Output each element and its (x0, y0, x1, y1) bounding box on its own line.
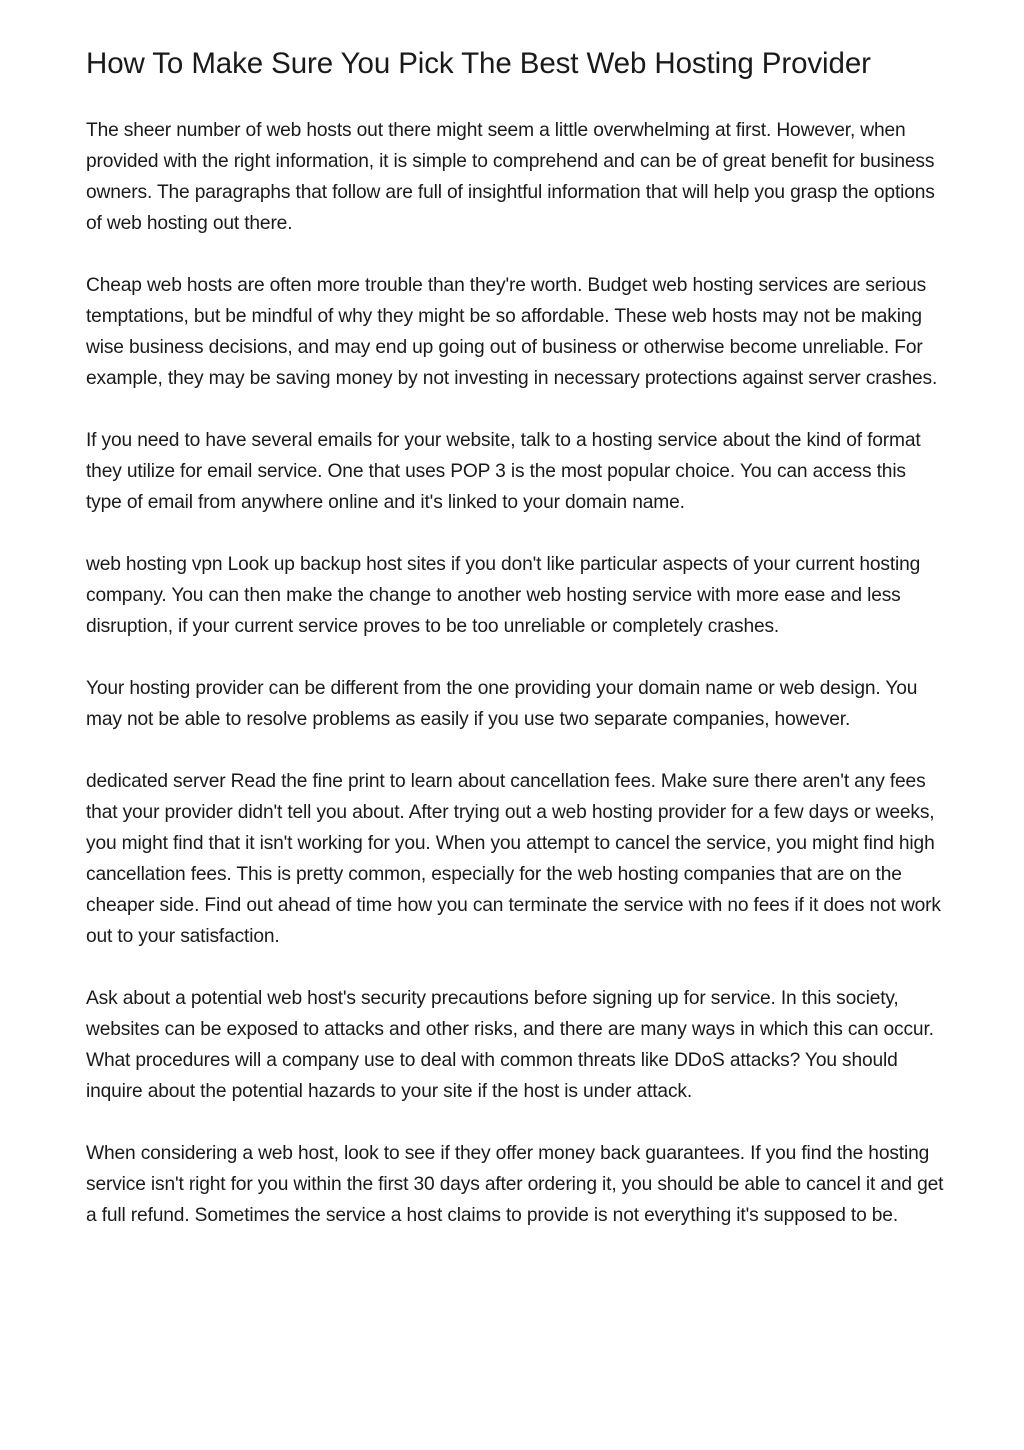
paragraph-cheap-hosts: Cheap web hosts are often more trouble than they're worth. Budget web hosting services are serious temptations, but be mindful of why they might be so affordable. These web hosts may not be making wise business decisions, and may end up going out of business or otherwise become unreliable. For example, they may be saving money by not investing in necessary protections against server crashes. (86, 275, 938, 389)
paragraph-cancellation-fees: dedicated server Read the fine print to learn about cancellation fees. Make sure there aren't any fees that your provider didn't tell you about. After trying out a web hosting provider for a few days or weeks, you might find that it isn't working for you. When you attempt to cancel the service, you might find high cancellation fees. This is pretty common, especially for the web hosting companies that are on the cheaper side. Find out ahead of time how you can terminate the service with no fees if it does not work out to your satisfaction. (86, 771, 941, 947)
paragraph-money-back: When considering a web host, look to see if they offer money back guarantees. If you find the hosting service isn't right for you within the first 30 days after ordering it, you should be able to cancel it and get a full refund. Sometimes the service a host claims to provide is not everything it's supposed to be. (86, 1143, 944, 1226)
paragraph-backup-hosts: web hosting vpn Look up backup host sites if you don't like particular aspects of your current hosting company. You can then make the change to another web hosting service with more ease and less disruption, if your current service proves to be too unreliable or completely crashes. (86, 554, 921, 637)
document-title: How To Make Sure You Pick The Best Web Hosting Provider (86, 47, 871, 80)
paragraph-domain-provider: Your hosting provider can be different from the one providing your domain name or web design. You may not be able to resolve problems as easily if you use two separate companies, however. (86, 678, 918, 730)
paragraph-intro: The sheer number of web hosts out there might seem a little overwhelming at first. However, when provided with the right information, it is simple to comprehend and can be of great benefit for business owners. The paragraphs that follow are full of insightful information that will help you grasp the options of web hosting out there. (86, 120, 935, 234)
paragraph-emails: If you need to have several emails for your website, talk to a hosting service about the kind of format they utilize for email service. One that uses POP 3 is the most popular choice. You can access this type of email from anywhere online and it's linked to your domain name. (86, 430, 921, 513)
document-page (86, 44, 946, 1262)
paragraph-security: Ask about a potential web host's security precautions before signing up for service. In this society, websites can be exposed to attacks and other risks, and there are many ways in which this can occur. What procedures will a company use to deal with common threats like DDoS attacks? You should inquire about the potential hazards to your site if the host is under attack. (86, 988, 934, 1102)
